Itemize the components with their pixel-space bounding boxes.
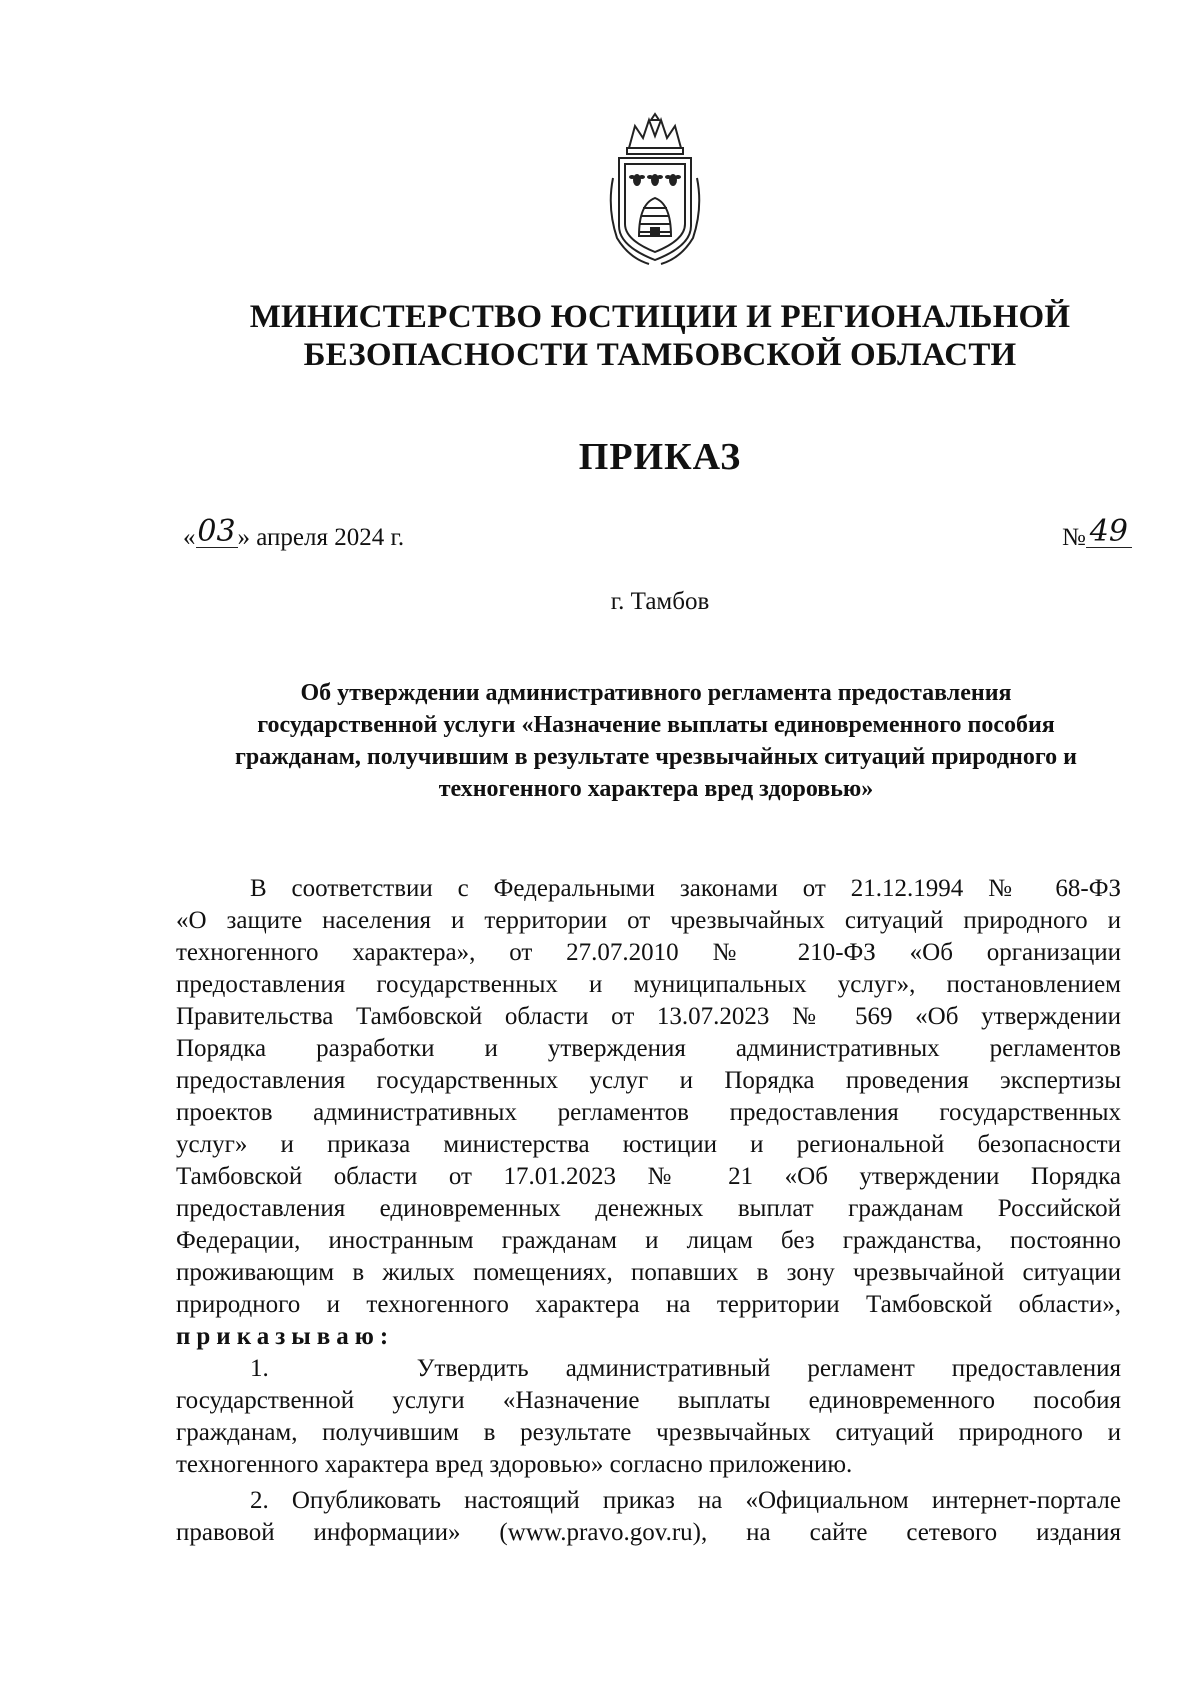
preamble-line: природного и техногенного характера на территории Тамбовской области», <box>176 1291 1121 1318</box>
preamble-line: предоставления государственных и муниципальных услуг», постановлением <box>176 971 1121 998</box>
item1-line: гражданам, получившим в результате чрезвычайных ситуаций природного и <box>176 1419 1121 1446</box>
subject-line: гражданам, получившим в результате чрезвычайных ситуаций природного и <box>234 744 1078 770</box>
item2-line: правовой информации» (www.pravo.gov.ru), на сайте сетевого издания <box>176 1519 1121 1546</box>
item1-line: государственной услуги «Назначение выплаты единовременного пособия <box>176 1387 1121 1414</box>
preamble-line: предоставления единовременных денежных выплат гражданам Российской <box>176 1195 1121 1222</box>
ministry-name-line2: БЕЗОПАСНОСТИ ТАМБОВСКОЙ ОБЛАСТИ <box>303 337 1017 373</box>
preamble-line: В соответствии с Федеральными законами от 21.12.1994 № 68-ФЗ <box>250 875 1121 902</box>
document-city: г. Тамбов <box>610 588 710 615</box>
subject-line: Об утверждении административного регламента предоставления <box>300 680 1012 706</box>
subject-line: техногенного характера вред здоровью» <box>438 776 874 802</box>
coat-of-arms-icon <box>599 108 711 268</box>
number-value: 49 <box>1086 517 1132 548</box>
date-month-year: » апреля 2024 г. <box>237 524 405 551</box>
ministry-name-line1: МИНИСТЕРСТВО ЮСТИЦИИ И РЕГИОНАЛЬНОЙ <box>249 299 1071 335</box>
preamble-line: предоставления государственных услуг и Порядка проведения экспертизы <box>176 1067 1121 1094</box>
document-body <box>176 873 1121 1549</box>
document-title: ПРИКАЗ <box>578 436 742 478</box>
preamble-line: Тамбовской области от 17.01.2023 № 21 «Об утверждении Порядка <box>176 1163 1121 1190</box>
preamble-line: техногенного характера», от 27.07.2010 № 210-ФЗ «Об организации <box>176 939 1121 966</box>
order-word: приказываю: <box>176 1323 395 1350</box>
date-open-quote: « <box>183 524 196 551</box>
date-day: 03 <box>197 514 236 549</box>
preamble-line: Порядка разработки и утверждения административных регламентов <box>176 1035 1121 1062</box>
item1-line: техногенного характера вред здоровью» согласно приложению. <box>176 1451 853 1478</box>
item2-line: 2. Опубликовать настоящий приказ на «Официальном интернет-портале <box>250 1487 1121 1514</box>
subject-line: государственной услуги «Назначение выплаты единовременного пособия <box>257 712 1055 738</box>
preamble-line: услуг» и приказа министерства юстиции и региональной безопасности <box>176 1131 1121 1158</box>
preamble-line: Правительства Тамбовской области от 13.07.2023 № 569 «Об утверждении <box>176 1003 1121 1030</box>
number-prefix: № <box>1062 524 1086 551</box>
item1-line: 1. Утвердить административный регламент предоставления <box>250 1355 1121 1382</box>
preamble-line: проживающим в жилых помещениях, попавших в зону чрезвычайной ситуации <box>176 1259 1121 1286</box>
document-date <box>183 514 405 556</box>
document-subject <box>176 677 1136 805</box>
preamble-line: «О защите населения и территории от чрезвычайных ситуаций природного и <box>176 907 1121 934</box>
preamble-line: Федерации, иностранным гражданам и лицам без гражданства, постоянно <box>176 1227 1121 1254</box>
preamble-line: проектов административных регламентов предоставления государственных <box>176 1099 1121 1126</box>
document-number <box>1062 514 1132 556</box>
